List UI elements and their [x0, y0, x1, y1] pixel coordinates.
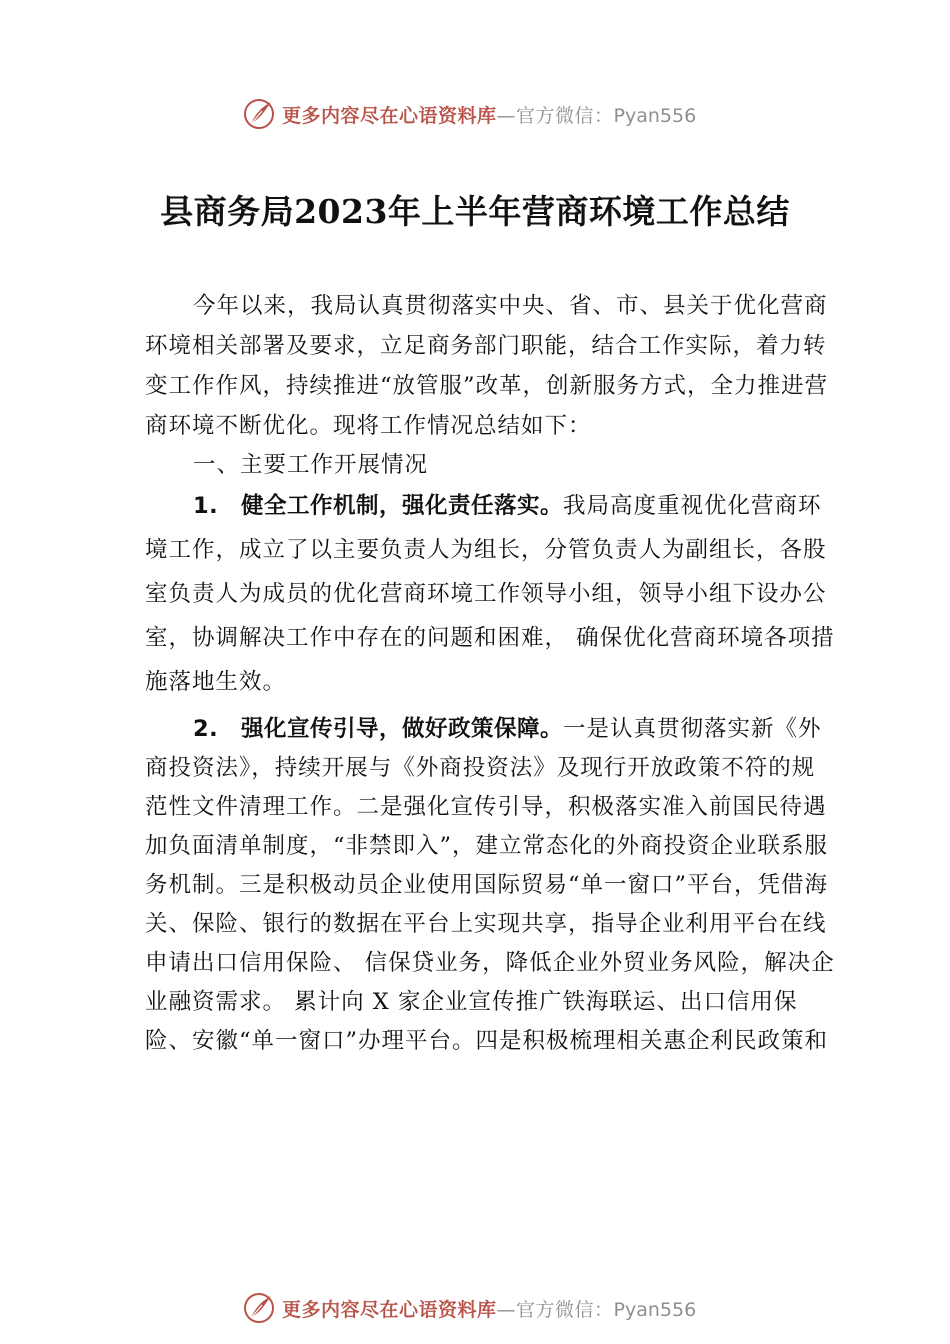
item-1-body: 我局高度重视优化营商环境工作，成立了以主要负责人为组长，分管负责人为副组长，各股室负责人为成员的优化营商环境工作领导小组，领导小组下设办公室，协调解决工作中存在的问题和困难， 确保优化营商环境各项措施落地生效。 — [145, 493, 835, 695]
watermark-wechat-label: —官方微信：Pyan556 — [496, 104, 697, 127]
document-title: 县商务局2023年上半年营商环境工作总结 — [160, 192, 790, 231]
watermark-library-text: 更多内容尽在心语资料库 — [282, 104, 497, 127]
watermark-header — [242, 97, 696, 131]
item-1-number: 1. — [193, 493, 219, 519]
item-2-paragraph — [145, 710, 835, 1061]
watermark-footer — [242, 1291, 696, 1325]
item-1-heading: 健全工作机制，强化责任落实。 — [241, 493, 564, 519]
quill-logo-icon — [242, 1291, 276, 1325]
item-1-paragraph — [145, 484, 835, 704]
document-body — [145, 286, 835, 1061]
watermark-wechat-label: —官方微信：Pyan556 — [496, 1298, 697, 1321]
watermark-library-text: 更多内容尽在心语资料库 — [282, 1298, 497, 1321]
intro-paragraph: 今年以来，我局认真贯彻落实中央、省、市、县关于优化营商环境相关部署及要求，立足商务部门职能，结合工作实际，着力转变工作作风，持续推进“放管服”改革，创新服务方式，全力推进营商环境不断优化。现将工作情况总结如下： — [145, 293, 829, 439]
item-2-number: 2. — [193, 716, 219, 742]
watermark-wechat-id: Pyan556 — [613, 104, 697, 127]
watermark-wechat-id: Pyan556 — [613, 1298, 697, 1321]
quill-logo-icon — [242, 97, 276, 131]
item-2-body: 一是认真贯彻落实新《外商投资法》，持续开展与《外商投资法》及现行开放政策不符的规范性文件清理工作。二是强化宣传引导，积极落实准入前国民待遇加负面清单制度，“非禁即入”，建立常态化的外商投资企业联系服务机制。三是积极动员企业使用国际贸易“单一窗口”平台，凭借海关、保险、银行的数据在平台上实现共享，指导企业利用平台在线申请出口信用保险、 信保贷业务，降低企业外贸业务风险，解决企业融资需求。 累计向 X 家企业宣传推广铁海联运、出口信用保险、安徽“单一窗口”办理平台。四是积极梳理相关惠企利民政策和 — [145, 716, 835, 1054]
section-heading-1: 一、主要工作开展情况 — [193, 452, 429, 478]
item-2-heading: 强化宣传引导，做好政策保障。 — [241, 716, 564, 742]
